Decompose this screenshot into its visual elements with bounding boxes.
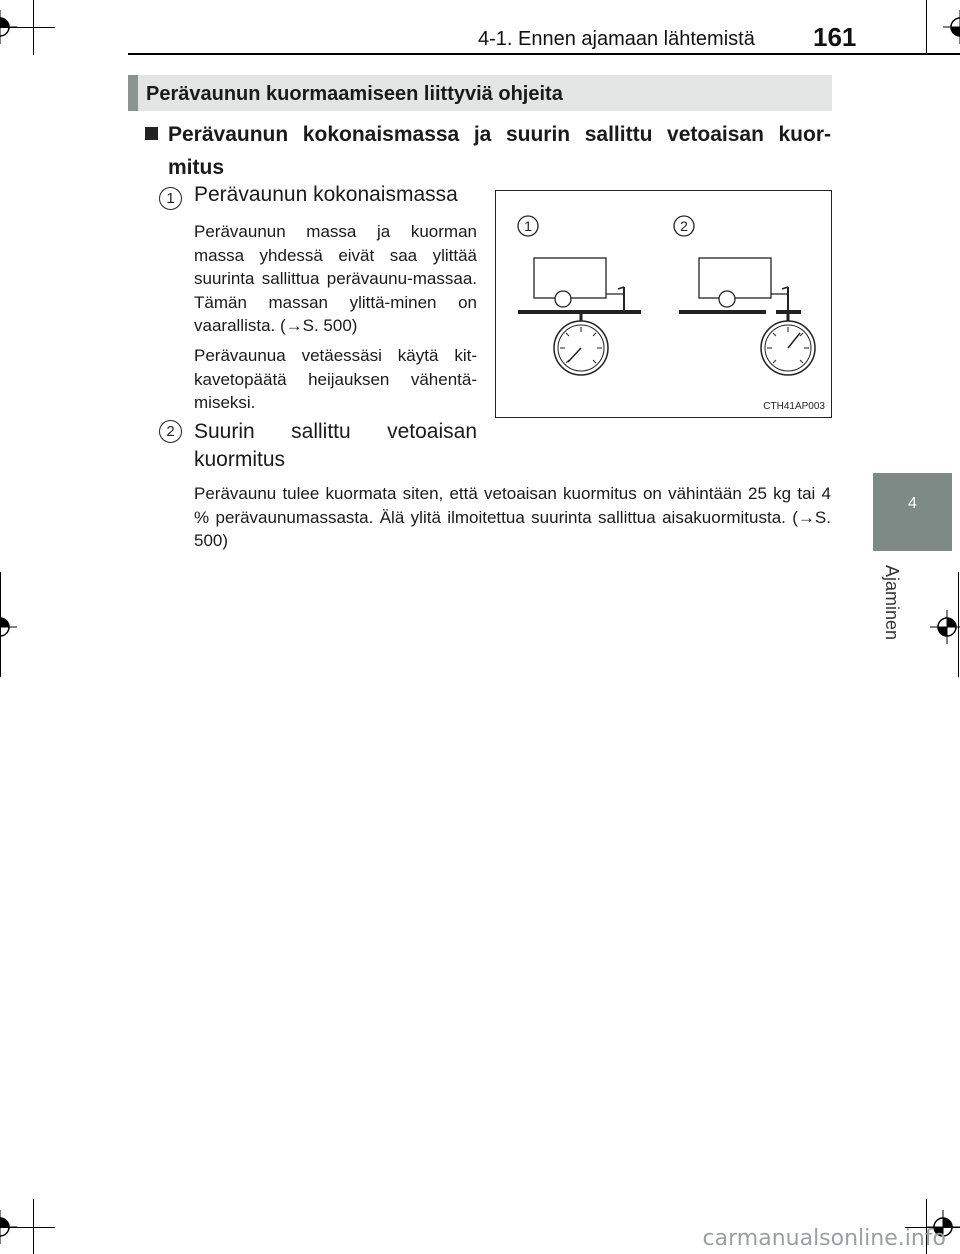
scale-left-icon — [554, 312, 608, 375]
figure-code: CTH41AP003 — [763, 401, 825, 412]
figure-label-2: 2 — [680, 218, 688, 234]
figure-label-1: 1 — [524, 218, 532, 234]
chapter-tab — [873, 473, 952, 551]
item-title: Suurin sallittu vetoaisan — [194, 420, 477, 443]
crop-line — [0, 27, 55, 28]
item-number-badge: 2 — [159, 420, 182, 443]
crop-line — [33, 0, 34, 55]
section-title-bar — [128, 75, 832, 111]
subsection-heading: Perävaunun kokonaismassa ja suurin sallittu vetoaisan kuor-mitus — [168, 123, 831, 179]
chapter-number: 4 — [908, 495, 917, 512]
square-bullet-icon — [145, 127, 158, 140]
item-title: Perävaunun kokonaismassa — [194, 183, 458, 206]
crop-mark-icon — [930, 610, 960, 644]
header-rule — [128, 53, 960, 55]
item-paragraph: Perävaunu tulee kuormata siten, että vetoaisan kuormitus on vähintään 25 kg tai 4 % perävaunumassasta. Älä ylitä ilmoitettua suurinta sallittua aisakuormitusta. (→S. 500) — [194, 484, 831, 551]
item-paragraph: Perävaunun massa ja kuorman massa yhdessä eivät saa ylittää suurinta sallittua perävaunu-massaa. Tämän massan ylittä-minen on vaarallista. (→S. 500) — [194, 222, 477, 336]
item-number-badge: 1 — [159, 187, 182, 210]
crop-line — [0, 572, 1, 677]
crop-line — [0, 1227, 55, 1228]
crop-mark-icon — [943, 10, 960, 44]
crop-line — [926, 0, 927, 55]
section-title: Perävaunun kuormaamiseen liittyviä ohjeita — [146, 83, 563, 105]
chapter-label: Ajaminen — [882, 565, 902, 641]
crop-mark-icon — [0, 610, 17, 644]
crop-line — [958, 572, 959, 677]
trailer-left-icon — [518, 258, 641, 312]
trailer-scale-illustration — [496, 191, 833, 419]
trailer-weight-figure — [495, 190, 832, 418]
page-number: 161 — [813, 22, 857, 52]
item-paragraph: Perävaunua vetäessäsi käytä kit-kavetopäätä heijauksen vähentä-miseksi. — [194, 346, 477, 413]
trailer-right-icon — [679, 258, 801, 312]
header-section-title: 4-1. Ennen ajamaan lähtemistä — [478, 28, 755, 50]
item-title-continued: kuormitus — [194, 448, 286, 471]
crop-line — [33, 1199, 34, 1254]
scale-right-icon — [761, 312, 815, 375]
watermark-text: carmanualsonline.info — [702, 1226, 946, 1251]
